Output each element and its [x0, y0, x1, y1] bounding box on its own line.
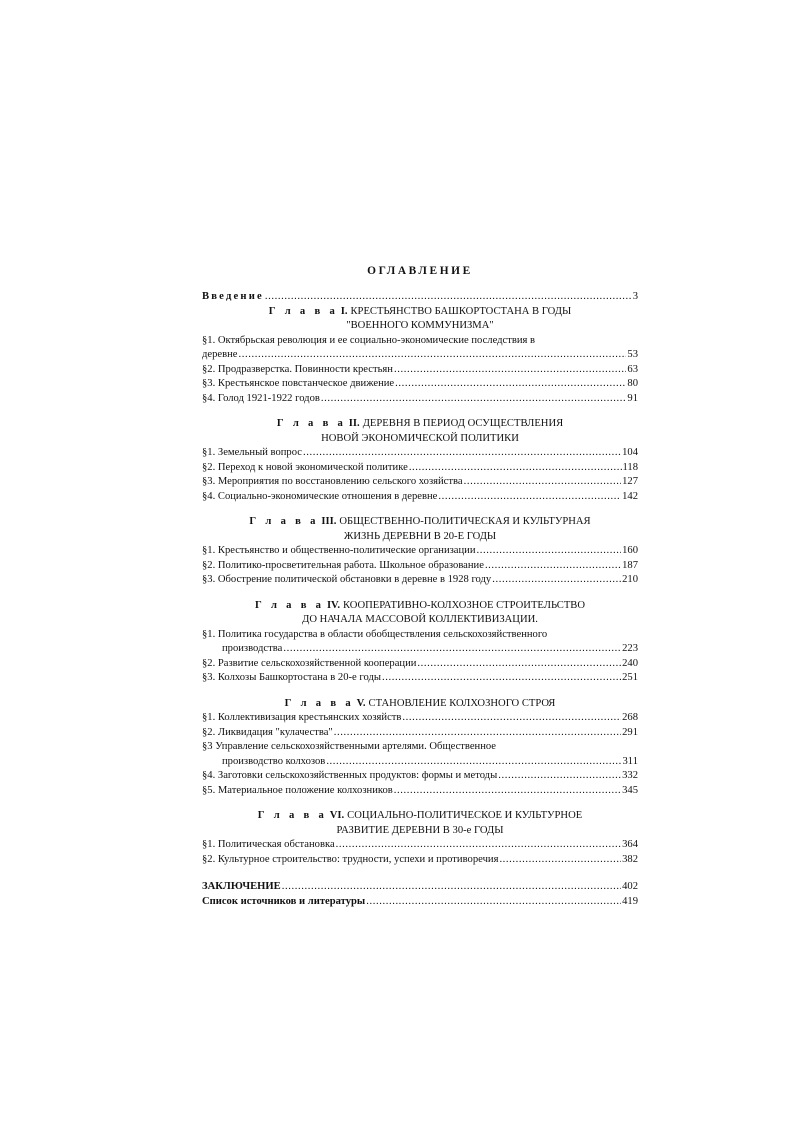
leader-dots — [395, 377, 626, 391]
table-of-contents — [202, 264, 638, 909]
toc-page-number: 104 — [622, 447, 638, 459]
chapter-heading-2 — [202, 417, 638, 446]
chapter-word: Г л а в а — [254, 599, 325, 611]
leader-dots — [498, 769, 621, 783]
toc-entry-label: §3. Колхозы Башкортостана в 20-е годы — [202, 672, 381, 684]
chapter-number: VI. — [329, 810, 345, 822]
leader-dots — [334, 726, 621, 740]
leader-dots — [303, 446, 621, 460]
toc-entry-label: деревне — [202, 349, 238, 361]
toc-entry-first-line: §1. Политика государства в области обобществления сельскохозяйственного — [202, 628, 548, 640]
chapter-heading-4 — [202, 599, 638, 628]
leader-dots — [366, 895, 621, 909]
toc-entry-label: производство колхозов — [222, 755, 326, 767]
toc-page-number: 223 — [622, 643, 638, 655]
toc-entry[interactable] — [202, 769, 638, 784]
chapter-word: Г л а в а — [284, 697, 354, 709]
chapter-number: IV. — [326, 599, 340, 611]
chapter-title-line2: НОВОЙ ЭКОНОМИЧЕСКОЙ ПОЛИТИКИ — [321, 432, 519, 444]
leader-dots — [402, 711, 621, 725]
toc-page-number: 160 — [622, 545, 638, 557]
toc-entry-label: Список источников и литературы — [202, 895, 366, 907]
toc-page-number: 3 — [632, 291, 638, 303]
leader-dots — [409, 461, 622, 475]
toc-page-number: 364 — [622, 839, 638, 851]
chapter-title-line2: ДО НАЧАЛА МАССОВОЙ КОЛЛЕКТИВИЗАЦИИ. — [302, 614, 538, 626]
toc-page-number: 127 — [622, 476, 638, 488]
chapter-number: II. — [348, 418, 360, 430]
toc-page-number: 291 — [622, 726, 638, 738]
toc-page-number: 80 — [627, 378, 638, 390]
toc-entry[interactable] — [202, 642, 638, 657]
toc-entry-first-line: §1. Октябрьская революция и ее социально-экономические последствия в — [202, 334, 536, 346]
toc-entry-intro[interactable] — [202, 290, 638, 305]
chapter-title-line1: СОЦИАЛЬНО-ПОЛИТИЧЕСКОЕ И КУЛЬТУРНОЕ — [347, 810, 583, 822]
chapter-word: Г л а в а — [268, 305, 339, 317]
toc-entry-conclusion[interactable] — [202, 880, 638, 895]
toc-entry-label: §5. Материальное положение колхозников — [202, 784, 393, 796]
toc-entry-label: §4. Голод 1921-1922 годов — [202, 392, 320, 404]
toc-entry[interactable] — [202, 671, 638, 686]
leader-dots — [265, 290, 632, 304]
leader-dots — [283, 642, 621, 656]
chapter-title-line2: ЖИЗНЬ ДЕРЕВНИ В 20-Е ГОДЫ — [343, 530, 497, 542]
toc-title: ОГЛАВЛЕНИЕ — [367, 265, 473, 277]
leader-dots — [238, 348, 626, 362]
toc-entry-label: §4. Заготовки сельскохозяйственных продуктов: формы и методы — [202, 770, 498, 782]
toc-entry-label: §2. Ликвидация "кулачества" — [202, 726, 333, 738]
toc-page-number: 402 — [622, 881, 638, 893]
toc-entry-label: §2. Политико-просветительная работа. Школьное образование — [202, 559, 484, 571]
chapter-heading-6 — [202, 809, 638, 838]
toc-page-number: 142 — [622, 490, 638, 502]
toc-page-number: 91 — [627, 392, 638, 404]
leader-dots — [499, 853, 621, 867]
chapter-title-line1: ОБЩЕСТВЕННО-ПОЛИТИЧЕСКАЯ И КУЛЬТУРНАЯ — [339, 516, 591, 528]
leader-dots — [417, 657, 621, 671]
toc-entry[interactable] — [202, 363, 638, 378]
toc-entry[interactable] — [202, 377, 638, 392]
chapter-title-line2: РАЗВИТИЕ ДЕРЕВНИ В 30-е ГОДЫ — [336, 824, 504, 836]
toc-entry-label: §3. Крестьянское повстанческое движение — [202, 378, 395, 390]
chapter-title-line1: ДЕРЕВНЯ В ПЕРИОД ОСУЩЕСТВЛЕНИЯ — [362, 418, 564, 430]
toc-page-number: 63 — [627, 363, 638, 375]
toc-entry[interactable] — [202, 559, 638, 574]
chapter-title-line1: СТАНОВЛЕНИЕ КОЛХОЗНОГО СТРОЯ — [368, 697, 556, 709]
toc-page-number: 53 — [627, 349, 638, 361]
chapter-number: V. — [356, 697, 366, 709]
toc-entry-label: §1. Политическая обстановка — [202, 839, 335, 851]
toc-entry[interactable] — [202, 657, 638, 672]
toc-entry[interactable] — [202, 392, 638, 407]
toc-entry[interactable] — [202, 461, 638, 476]
leader-dots — [394, 363, 626, 377]
leader-dots — [492, 573, 621, 587]
leader-dots — [485, 559, 621, 573]
leader-dots — [282, 880, 621, 894]
chapter-word: Г л а в а — [276, 418, 347, 430]
toc-entry[interactable] — [202, 573, 638, 588]
leader-dots — [438, 490, 621, 504]
toc-entry[interactable] — [202, 784, 638, 799]
toc-page-number: 187 — [622, 559, 638, 571]
toc-entry-first-line: §3 Управление сельскохозяйственными артелями. Общественное — [202, 741, 497, 753]
toc-entry-label: §2. Переход к новой экономической политике — [202, 461, 408, 473]
toc-entry-label: производства — [222, 643, 283, 655]
toc-entry[interactable] — [202, 838, 638, 853]
toc-entry[interactable] — [202, 853, 638, 868]
leader-dots — [382, 671, 621, 685]
toc-entry-sources[interactable] — [202, 895, 638, 910]
toc-page-number: 251 — [622, 672, 638, 684]
leader-dots — [321, 392, 627, 406]
toc-entry[interactable] — [202, 544, 638, 559]
toc-entry-label: §3. Мероприятия по восстановлению сельского хозяйства — [202, 476, 463, 488]
toc-page-number: 210 — [622, 574, 638, 586]
chapter-heading-5 — [202, 697, 638, 712]
leader-dots — [477, 544, 622, 558]
toc-entry[interactable] — [202, 726, 638, 741]
toc-entry[interactable] — [202, 348, 638, 363]
toc-entry-label: §4. Социально-экономические отношения в деревне — [202, 490, 438, 502]
chapter-word: Г л а в а — [249, 516, 319, 528]
toc-page-number: 419 — [622, 895, 638, 907]
toc-entry[interactable] — [202, 475, 638, 490]
chapter-heading-1 — [202, 305, 638, 334]
toc-entry[interactable] — [202, 446, 638, 461]
toc-page-number: 118 — [622, 461, 638, 473]
leader-dots — [336, 838, 621, 852]
toc-entry-label: §1. Земельный вопрос — [202, 447, 302, 459]
toc-entry[interactable] — [202, 711, 638, 726]
toc-page-number: 240 — [622, 657, 638, 669]
toc-page-number: 345 — [622, 784, 638, 796]
chapter-title-line1: КРЕСТЬЯНСТВО БАШКОРТОСТАНА В ГОДЫ — [350, 305, 572, 317]
toc-entry-label: ЗАКЛЮЧЕНИЕ — [202, 881, 281, 893]
chapter-heading-3 — [202, 515, 638, 544]
leader-dots — [326, 755, 621, 769]
toc-entry[interactable] — [202, 490, 638, 505]
toc-entry-label: §1. Коллективизация крестьянских хозяйств — [202, 712, 402, 724]
toc-page-number: 332 — [622, 770, 638, 782]
chapter-title-line1: КООПЕРАТИВНО-КОЛХОЗНОЕ СТРОИТЕЛЬСТВО — [343, 599, 586, 611]
toc-page-number: 311 — [622, 755, 638, 767]
toc-entry-label: §3. Обострение политической обстановки в деревне в 1928 году — [202, 574, 492, 586]
toc-entry[interactable] — [202, 755, 638, 770]
toc-entry-label: §2. Продразверстка. Повинности крестьян — [202, 363, 393, 375]
toc-page-number: 268 — [622, 712, 638, 724]
toc-entry-label: §2. Культурное строительство: трудности, успехи и противоречия — [202, 853, 499, 865]
chapter-title-line2: "ВОЕННОГО КОММУНИЗМА" — [346, 320, 494, 332]
chapter-number: III. — [321, 516, 337, 528]
chapter-word: Г л а в а — [257, 810, 328, 822]
toc-entry-label: §1. Крестьянство и общественно-политические организации — [202, 545, 476, 557]
toc-page-number: 382 — [622, 853, 638, 865]
leader-dots — [394, 784, 621, 798]
toc-entry-label: Введение — [202, 291, 264, 303]
toc-entry-label: §2. Развитие сельскохозяйственной кооперации — [202, 657, 417, 669]
chapter-number: I. — [340, 305, 348, 317]
leader-dots — [464, 475, 622, 489]
